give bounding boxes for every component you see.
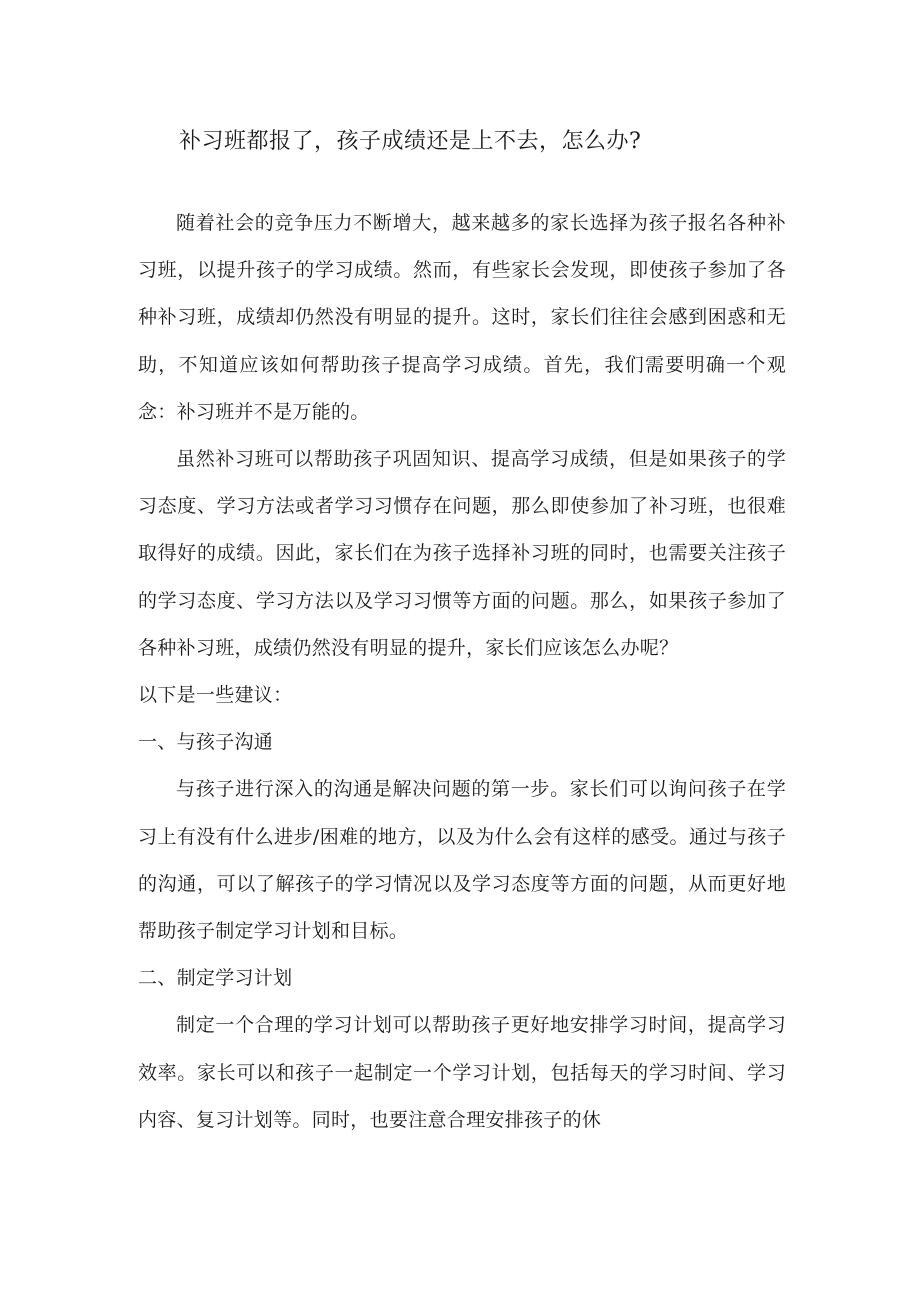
document-body <box>138 200 786 1144</box>
section-text-communicate: 与孩子进行深入的沟通是解决问题的第一步。家长们可以询问孩子在学习上有没有什么进步/困难的地方，以及为什么会有这样的感受。通过与孩子的沟通，可以了解孩子的学习情况以及学习态度等方面的问题，从而更好地帮助孩子制定学习计划和目标。 <box>138 778 786 943</box>
suggestions-intro: 以下是一些建议： <box>138 684 293 707</box>
paragraph-context: 虽然补习班可以帮助孩子巩固知识、提高学习成绩，但是如果孩子的学习态度、学习方法或者学习习惯存在问题，那么即使参加了补习班，也很难取得好的成绩。因此，家长们在为孩子选择补习班的同时，也需要关注孩子的学习态度、学习方法以及学习习惯等方面的问题。那么，如果孩子参加了各种补习班，成绩仍然没有明显的提升，家长们应该怎么办呢？ <box>138 448 786 659</box>
document-title: 补习班都报了，孩子成绩还是上不去，怎么办? <box>179 129 642 154</box>
paragraph-intro: 随着社会的竞争压力不断增大，越来越多的家长选择为孩子报名各种补习班，以提升孩子的学习成绩。然而，有些家长会发现，即使孩子参加了各种补习班，成绩却仍然没有明显的提升。这时，家长们往往会感到困惑和无助，不知道应该如何帮助孩子提高学习成绩。首先，我们需要明确一个观念：补习班并不是万能的。 <box>138 212 786 423</box>
section-heading-communicate: 一、与孩子沟通 <box>138 731 274 754</box>
section-text-plan: 制定一个合理的学习计划可以帮助孩子更好地安排学习时间，提高学习效率。家长可以和孩子一起制定一个学习计划，包括每天的学习时间、学习内容、复习计划等。同时，也要注意合理安排孩子的休 <box>138 1014 786 1131</box>
section-heading-plan: 二、制定学习计划 <box>138 967 293 990</box>
